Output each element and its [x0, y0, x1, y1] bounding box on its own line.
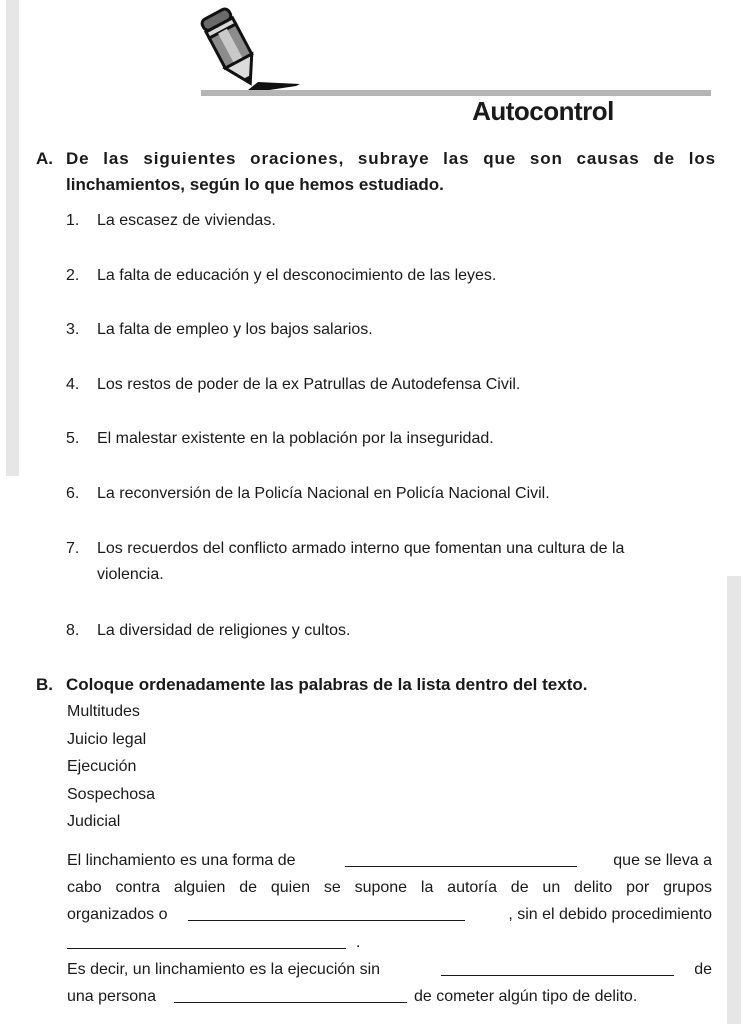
section-a-instruction-line2: linchamientos, según lo que hemos estudiado.: [66, 175, 444, 194]
paragraph-text: organizados o: [67, 906, 168, 923]
section-b-instruction: [36, 672, 587, 698]
section-b-instruction-text: Coloque ordenadamente las palabras de la lista dentro del texto.: [66, 675, 588, 694]
list-item: [66, 208, 716, 234]
paragraph-text: que se lleva a: [613, 852, 712, 869]
paragraph-text: .: [356, 934, 361, 951]
item-number: 8.: [66, 622, 80, 639]
list-item: [66, 263, 716, 289]
word-list-item: Multitudes: [67, 703, 140, 720]
section-b-letter: B.: [36, 675, 53, 694]
list-item: [66, 536, 716, 588]
item-text-line1: Los recuerdos del conflicto armado interno que fomentan una cultura de la: [97, 540, 625, 557]
paragraph-line: [67, 848, 712, 874]
item-number: 1.: [66, 212, 80, 229]
list-item: [66, 481, 716, 507]
item-number: 4.: [66, 376, 80, 393]
word-list-item: Judicial: [67, 813, 121, 830]
word-list-item: Ejecución: [67, 758, 137, 775]
paragraph-line: [67, 930, 712, 956]
blank-field-3[interactable]: [67, 934, 346, 949]
paragraph-text: de cometer algún tipo de delito.: [414, 988, 638, 1005]
left-margin-bar: [6, 0, 19, 476]
item-text-line2: violencia.: [97, 566, 164, 583]
item-number: 5.: [66, 430, 80, 447]
item-text: La falta de educación y el desconocimiento de las leyes.: [97, 267, 497, 284]
paragraph-text: una persona: [67, 988, 156, 1005]
pencil-icon: [196, 6, 300, 94]
paragraph-text: El linchamiento es una forma de: [67, 852, 296, 869]
paragraph-line: [67, 984, 712, 1010]
item-text: Los restos de poder de la ex Patrullas de Autodefensa Civil.: [97, 376, 521, 393]
paragraph-text: Es decir, un linchamiento es la ejecución sin: [67, 961, 381, 978]
list-item: [66, 317, 716, 343]
item-text: La reconversión de la Policía Nacional en Policía Nacional Civil.: [97, 485, 550, 502]
item-number: 7.: [66, 540, 80, 557]
section-a-instruction: [36, 146, 716, 198]
item-number: 6.: [66, 485, 80, 502]
item-number: 3.: [66, 321, 80, 338]
paragraph-text: de: [694, 961, 712, 978]
blank-field-4[interactable]: [441, 961, 674, 976]
word-list: [67, 698, 155, 836]
item-text: La diversidad de religiones y cultos.: [97, 622, 351, 639]
page-title: Autocontrol: [472, 96, 614, 126]
blank-field-1[interactable]: [345, 852, 577, 867]
right-margin-bar: [727, 576, 741, 1024]
item-text: La escasez de viviendas.: [97, 212, 276, 229]
paragraph-line: [67, 902, 712, 928]
list-item: [66, 372, 716, 398]
section-a-letter: A.: [36, 149, 53, 168]
paragraph-line: cabo contra alguien de quien se supone la autoría de un delito por grupos: [67, 879, 712, 896]
list-item: [66, 618, 716, 644]
blank-field-5[interactable]: [174, 988, 407, 1003]
item-text: El malestar existente en la población por la inseguridad.: [97, 430, 494, 447]
paragraph-line: [67, 957, 712, 983]
item-text: La falta de empleo y los bajos salarios.: [97, 321, 373, 338]
item-number: 2.: [66, 267, 80, 284]
section-a-instruction-line1: De las siguientes oraciones, subraye las que son causas de los: [66, 149, 716, 168]
paragraph-text: , sin el debido procedimiento: [508, 906, 712, 923]
word-list-item: Sospechosa: [67, 785, 156, 803]
blank-field-2[interactable]: [188, 906, 465, 921]
list-item: [66, 426, 716, 452]
word-list-item: Juicio legal: [67, 730, 147, 748]
